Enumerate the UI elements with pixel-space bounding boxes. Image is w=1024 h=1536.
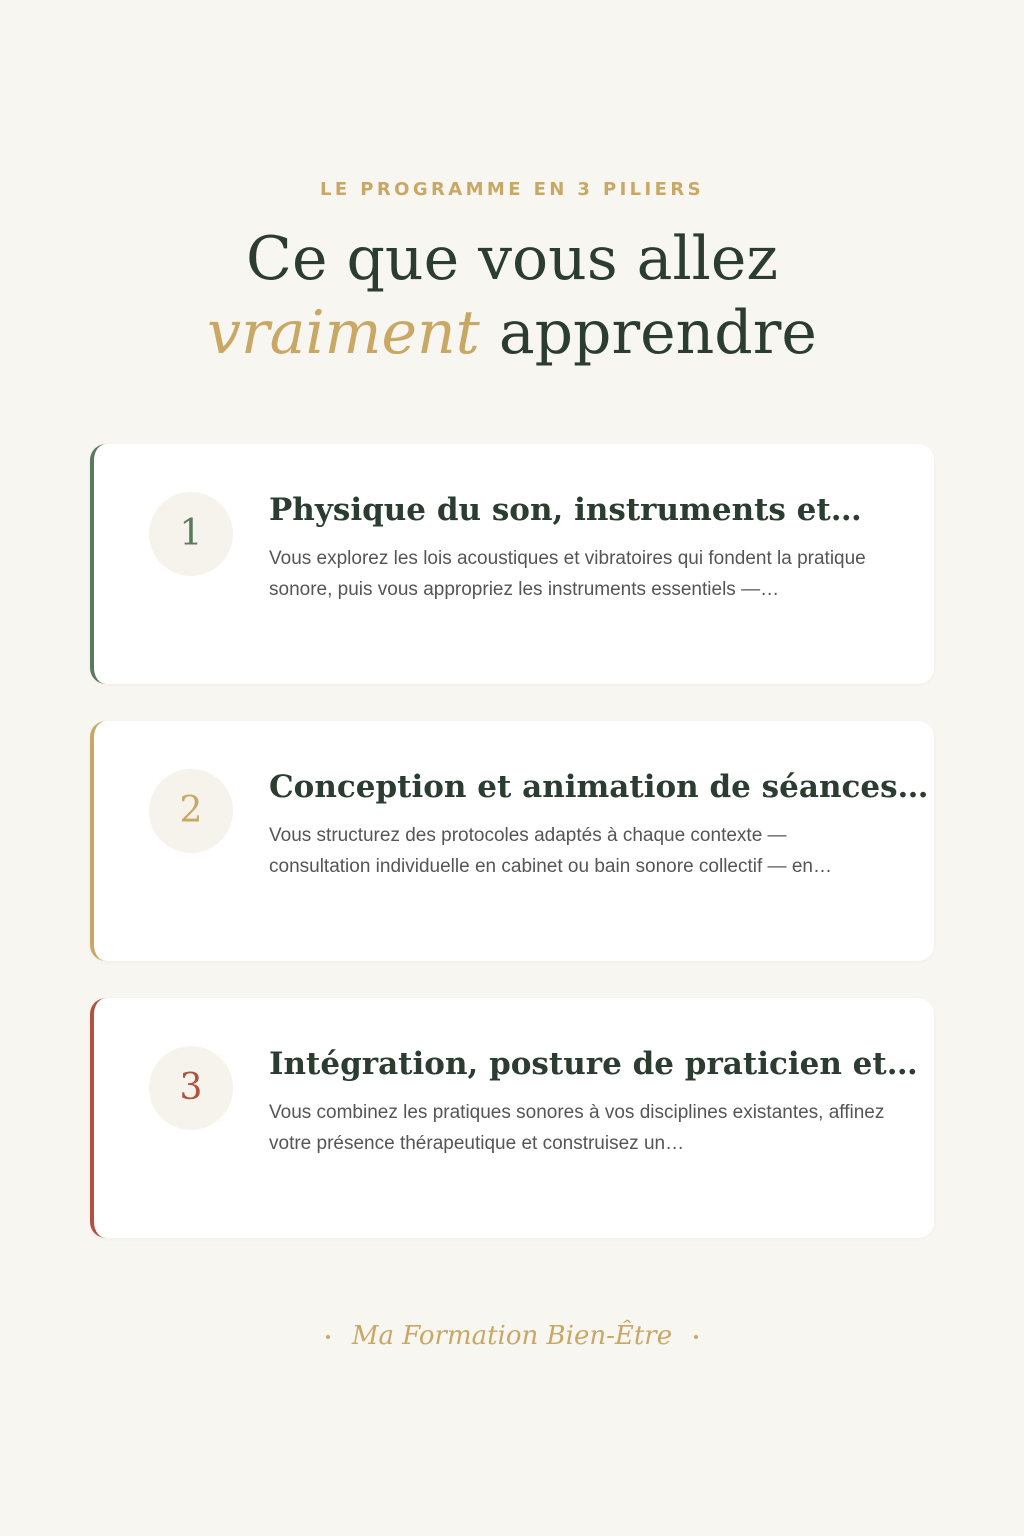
footer-brand-text: Ma Formation Bien-Être	[351, 1321, 673, 1351]
footer-brand	[0, 1316, 1024, 1356]
pillar-title: Physique du son, instruments et…	[269, 492, 862, 528]
pillar-number-badge: 1	[149, 492, 233, 576]
pillar-card-3	[90, 998, 934, 1238]
pillar-description: Vous combinez les pratiques sonores à vos disciplines existantes, affinez votre présence thérapeutique et construisez un…	[269, 1102, 885, 1154]
dot-ornament-left	[326, 1335, 330, 1339]
pillar-description: Vous structurez des protocoles adaptés à chaque contexte — consultation individuelle en cabinet ou bain sonore collectif — en…	[269, 825, 832, 877]
headline-rest: apprendre	[479, 298, 817, 368]
pillar-title: Intégration, posture de praticien et…	[269, 1046, 918, 1082]
section-headline	[0, 222, 1024, 370]
pillar-number-badge: 3	[149, 1046, 233, 1130]
pillar-description: Vous explorez les lois acoustiques et vibratoires qui fondent la pratique sonore, puis vous appropriez les instruments essentiels —…	[269, 548, 866, 600]
section-eyebrow: LE PROGRAMME EN 3 PILIERS	[320, 179, 704, 200]
pillar-card-1	[90, 444, 934, 684]
headline-line-2	[0, 296, 1024, 370]
headline-line-1: Ce que vous allez	[246, 224, 778, 294]
pillar-number-badge: 2	[149, 769, 233, 853]
pillar-card-2	[90, 721, 934, 961]
dot-ornament-right	[694, 1335, 698, 1339]
headline-accent-word: vraiment	[207, 298, 480, 368]
pillar-title: Conception et animation de séances…	[269, 769, 929, 805]
